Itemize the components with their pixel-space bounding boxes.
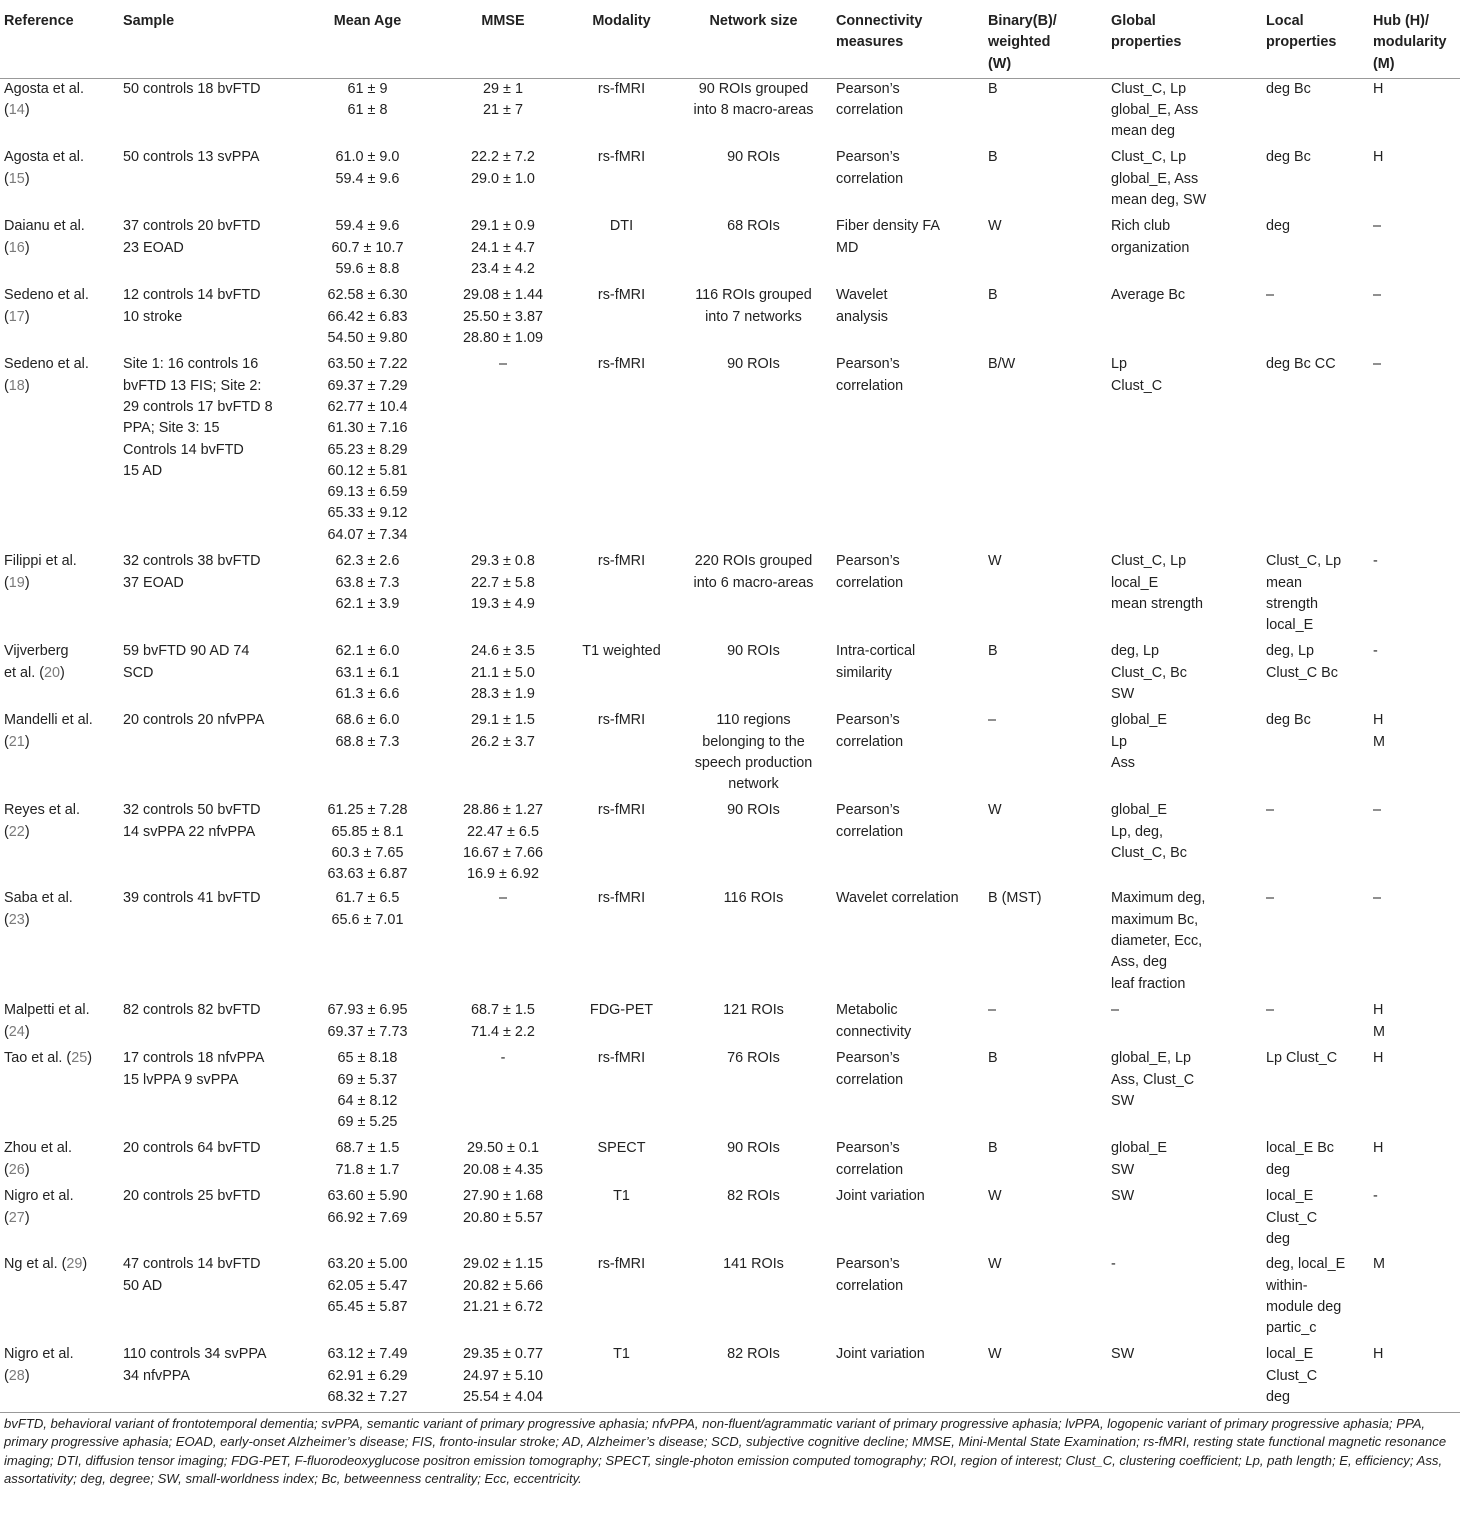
cell-mean-age: 67.93 ± 6.95 69.37 ± 7.73 (327, 1002, 408, 1040)
cell-sample: 50 controls 13 svPPA (123, 149, 260, 166)
table-row (0, 1138, 1460, 1186)
cell-mmse: 29.50 ± 0.1 20.08 ± 4.35 (463, 1140, 543, 1178)
cell-sample: 37 controls 20 bvFTD 23 EOAD (123, 218, 261, 256)
cell-modality: rs-fMRI (597, 287, 646, 304)
cell-connectivity: Pearson’s correlation (836, 80, 904, 119)
table-row (0, 641, 1460, 710)
cell-binary-weighted: B/W (988, 356, 1016, 373)
cell-connectivity: Pearson’s correlation (836, 802, 904, 840)
cell-reference (0, 800, 119, 888)
reference-text: Malpetti et al. ( (4, 1002, 90, 1040)
cell-modality: rs-fMRI (597, 356, 646, 373)
reference-link[interactable]: 24 (8, 1023, 25, 1040)
cell-global: deg, Lp Clust_C, Bc SW (1111, 643, 1187, 702)
cell-sample: 32 controls 38 bvFTD 37 EOAD (123, 553, 261, 591)
cell-modality: rs-fMRI (597, 80, 646, 97)
cell-mean-age: 61 ± 9 61 ± 8 (347, 80, 388, 119)
table-row (0, 216, 1460, 285)
cell-binary-weighted: – (988, 712, 997, 729)
reference-text: Agosta et al. ( (4, 149, 84, 187)
reference-paren: ) (24, 574, 30, 591)
cell-hub: H (1373, 1140, 1384, 1157)
cell-global: Maximum deg, maximum Bc, diameter, Ecc, Ass, deg leaf fraction (1111, 890, 1206, 992)
table-row (0, 78, 1460, 147)
cell-sample: Site 1: 16 controls 16 bvFTD 13 FIS; Site 2: 29 controls 17 bvFTD 8 PPA; Site 3: 15 Controls 14 bvFTD 15 AD (123, 356, 273, 479)
cell-hub: H M (1373, 712, 1385, 750)
cell-mmse: 24.6 ± 3.5 21.1 ± 5.0 28.3 ± 1.9 (471, 643, 535, 702)
reference-link[interactable]: 17 (8, 308, 25, 325)
cell-connectivity: Joint variation (836, 1346, 925, 1363)
cell-network-size: 90 ROIs grouped into 8 macro-areas (693, 80, 814, 119)
reference-link[interactable]: 19 (8, 574, 25, 591)
reference-text: Saba et al. ( (4, 890, 73, 928)
header-mean-age: Mean Age (333, 13, 402, 29)
cell-global: Lp Clust_C (1111, 356, 1163, 394)
reference-text: Vijverberg et al. ( (4, 643, 69, 681)
cell-global: Rich club organization (1111, 218, 1190, 256)
cell-sample: 50 controls 18 bvFTD (123, 80, 261, 97)
cell-modality: rs-fMRI (597, 712, 646, 729)
cell-mmse: 29.08 ± 1.44 25.50 ± 3.87 28.80 ± 1.09 (463, 287, 543, 346)
cell-modality: T1 weighted (582, 643, 661, 660)
reference-text: Sedeno et al. ( (4, 287, 89, 325)
cell-hub: – (1373, 890, 1382, 907)
cell-binary-weighted: B (988, 1050, 998, 1067)
reference-link[interactable]: 21 (8, 733, 25, 750)
reference-text: Tao et al. ( (4, 1050, 72, 1067)
cell-reference (0, 1186, 119, 1254)
cell-modality: SPECT (597, 1140, 646, 1157)
footnote: bvFTD, behavioral variant of frontotemporal dementia; svPPA, semantic variant of primary progressive aphasia; nfvPPA, non-fluent/agrammatic variant of primary progressive aphasia; lvPPA, logopenic variant of primary progressive aphasia; PPA, primary progressive aphasia; EOAD, early-onset Alzheimer’s disease; FIS, fronto-insular stroke; AD, Alzheimer’s disease; SCD, subjective cognitive decline; MMSE, Mini-Mental State Examination; rs-fMRI, resting state functional magnetic resonance imaging; DTI, diffusion tensor imaging; FDG-PET, F-fluorodeoxyglucose positron emission tomography; SPECT, single-photon emission computed tomography; ROI, region of interest; Clust_C, clustering coefficient; Lp, path length; E, efficiency; Ass, assortativity; deg, degree; SW, small-worldness index; Bc, betweenness centrality; Ecc, eccentricity. (4, 1415, 1447, 1487)
reference-text: Zhou et al. ( (4, 1140, 72, 1178)
header-sample: Sample (123, 13, 175, 29)
cell-local: – (1266, 890, 1275, 907)
cell-mean-age: 59.4 ± 9.6 60.7 ± 10.7 59.6 ± 8.8 (331, 218, 404, 277)
cell-mmse: 27.90 ± 1.68 20.80 ± 5.57 (463, 1188, 543, 1226)
table-row (0, 1000, 1460, 1048)
reference-link[interactable]: 14 (8, 102, 25, 119)
reference-link[interactable]: 23 (8, 911, 25, 928)
cell-mean-age: 68.6 ± 6.0 68.8 ± 7.3 (335, 712, 400, 750)
cell-hub: - (1373, 1188, 1378, 1205)
reference-paren: ) (24, 1023, 30, 1040)
cell-local: – (1266, 1002, 1275, 1019)
cell-connectivity: Pearson’s correlation (836, 1050, 904, 1088)
reference-text: Nigro et al. ( (4, 1346, 74, 1384)
cell-hub: – (1373, 356, 1382, 373)
cell-hub: - (1373, 553, 1378, 570)
table-row (0, 710, 1460, 800)
cell-binary-weighted: B (988, 149, 998, 166)
cell-global: global_E Lp, deg, Clust_C, Bc (1111, 802, 1187, 861)
cell-reference (0, 1000, 119, 1048)
reference-link[interactable]: 27 (8, 1209, 25, 1226)
cell-connectivity: Metabolic connectivity (836, 1002, 912, 1040)
cell-local: local_E Clust_C deg (1266, 1346, 1318, 1405)
cell-sample: 20 controls 20 nfvPPA (123, 712, 265, 729)
cell-network-size: 90 ROIs (727, 356, 780, 373)
cell-reference (0, 1138, 119, 1186)
reference-link[interactable]: 29 (66, 1256, 83, 1273)
reference-paren: ) (24, 377, 30, 394)
cell-global: SW (1111, 1188, 1135, 1205)
cell-reference (0, 78, 119, 147)
cell-mean-age: 62.1 ± 6.0 63.1 ± 6.1 61.3 ± 6.6 (335, 643, 400, 702)
cell-global: Clust_C, Lp local_E mean strength (1111, 553, 1203, 612)
reference-paren: ) (24, 1161, 30, 1178)
cell-connectivity: Pearson’s correlation (836, 553, 904, 591)
cell-network-size: 90 ROIs (727, 1140, 780, 1157)
cell-global: global_E, Lp Ass, Clust_C SW (1111, 1050, 1195, 1109)
cell-network-size: 82 ROIs (727, 1346, 780, 1363)
reference-paren: ) (24, 823, 30, 840)
header-network-size: Network size (709, 13, 798, 29)
cell-network-size: 110 regions belonging to the speech production network (694, 712, 813, 793)
reference-text: Agosta et al. ( (4, 80, 84, 119)
table-row (0, 551, 1460, 641)
header-binary-weighted: Binary(B)/ weighted (W) (988, 13, 1057, 72)
cell-mmse: – (498, 890, 507, 907)
cell-reference (0, 641, 119, 710)
cell-local: deg Bc (1266, 80, 1311, 97)
reference-paren: ) (82, 1256, 88, 1273)
cell-connectivity: Pearson’s correlation (836, 356, 904, 394)
cell-connectivity: Fiber density FA MD (836, 218, 940, 256)
cell-binary-weighted: B (988, 1140, 998, 1157)
header-connectivity: Connectivity measures (836, 13, 923, 51)
reference-text: Reyes et al. ( (4, 802, 80, 840)
reference-link[interactable]: 28 (8, 1367, 25, 1384)
cell-network-size: 90 ROIs (727, 802, 780, 819)
cell-hub: – (1373, 218, 1382, 235)
cell-network-size: 90 ROIs (727, 149, 780, 166)
cell-sample: 110 controls 34 svPPA 34 nfvPPA (123, 1346, 267, 1384)
reference-text: Ng et al. ( (4, 1256, 67, 1273)
cell-mean-age: 62.58 ± 6.30 66.42 ± 6.83 54.50 ± 9.80 (327, 287, 408, 346)
reference-paren: ) (24, 102, 30, 119)
cell-mmse: – (498, 356, 507, 373)
reference-link[interactable]: 16 (8, 239, 25, 256)
header-reference: Reference (4, 13, 74, 29)
cell-binary-weighted: W (988, 218, 1002, 235)
cell-connectivity: Joint variation (836, 1188, 925, 1205)
cell-sample: 20 controls 64 bvFTD (123, 1140, 261, 1157)
cell-reference (0, 1254, 119, 1344)
cell-mmse: 29.3 ± 0.8 22.7 ± 5.8 19.3 ± 4.9 (471, 553, 535, 612)
cell-modality: T1 (613, 1188, 630, 1205)
cell-connectivity: Pearson’s correlation (836, 1256, 904, 1294)
reference-link[interactable]: 18 (8, 377, 25, 394)
reference-text: Daianu et al. ( (4, 218, 85, 256)
cell-reference (0, 216, 119, 285)
reference-link[interactable]: 15 (8, 170, 25, 187)
cell-binary-weighted: – (988, 1002, 997, 1019)
reference-paren: ) (24, 911, 30, 928)
cell-global: – (1111, 1002, 1120, 1019)
cell-binary-weighted: B (988, 643, 998, 660)
cell-global: Clust_C, Lp global_E, Ass mean deg, SW (1111, 149, 1207, 208)
table-body (0, 78, 1460, 1412)
reference-text: Filippi et al. ( (4, 553, 77, 591)
table-row (0, 147, 1460, 216)
cell-mmse: 29.1 ± 1.5 26.2 ± 3.7 (471, 712, 535, 750)
cell-global: global_E SW (1111, 1140, 1168, 1178)
cell-binary-weighted: B (MST) (988, 890, 1042, 907)
cell-network-size: 141 ROIs (723, 1256, 784, 1273)
cell-binary-weighted: W (988, 1256, 1002, 1273)
cell-binary-weighted: W (988, 553, 1002, 570)
cell-global: Average Bc (1111, 287, 1186, 304)
cell-local: deg (1266, 218, 1291, 235)
reference-text: Nigro et al. ( (4, 1188, 74, 1226)
cell-connectivity: Wavelet correlation (836, 890, 959, 907)
cell-global: global_E Lp Ass (1111, 712, 1168, 771)
cell-mean-age: 61.25 ± 7.28 65.85 ± 8.1 60.3 ± 7.65 63.63 ± 6.87 (327, 802, 408, 883)
reference-link[interactable]: 25 (71, 1050, 88, 1067)
cell-modality: rs-fMRI (597, 1256, 646, 1273)
reference-paren: ) (24, 239, 30, 256)
cell-network-size: 116 ROIs grouped into 7 networks (695, 287, 812, 325)
cell-reference (0, 1048, 119, 1138)
cell-connectivity: Pearson’s correlation (836, 149, 904, 187)
header-mmse: MMSE (481, 13, 525, 29)
cell-reference (0, 710, 119, 800)
header-global: Global properties (1111, 13, 1182, 51)
cell-sample: 59 bvFTD 90 AD 74 SCD (123, 643, 250, 681)
cell-sample: 39 controls 41 bvFTD (123, 890, 261, 907)
cell-connectivity: Pearson’s correlation (836, 712, 904, 750)
cell-local: deg Bc CC (1266, 356, 1336, 373)
cell-sample: 17 controls 18 nfvPPA 15 lvPPA 9 svPPA (123, 1050, 265, 1088)
cell-hub: – (1373, 287, 1382, 304)
reference-paren: ) (24, 308, 30, 325)
cell-binary-weighted: B (988, 287, 998, 304)
cell-sample: 12 controls 14 bvFTD 10 stroke (123, 287, 261, 325)
header-modality: Modality (592, 13, 651, 29)
cell-hub: – (1373, 802, 1382, 819)
cell-connectivity: Wavelet analysis (836, 287, 888, 325)
cell-local: Clust_C, Lp mean strength local_E (1266, 553, 1342, 634)
cell-network-size: 82 ROIs (727, 1188, 780, 1205)
reference-link[interactable]: 20 (44, 664, 61, 681)
cell-global: - (1111, 1256, 1116, 1273)
cell-mmse: 29.1 ± 0.9 24.1 ± 4.7 23.4 ± 4.2 (471, 218, 535, 277)
reference-link[interactable]: 26 (8, 1161, 25, 1178)
cell-modality: rs-fMRI (597, 1050, 646, 1067)
cell-local: local_E Clust_C deg (1266, 1188, 1318, 1247)
reference-paren: ) (24, 1367, 30, 1384)
cell-hub: H (1373, 80, 1384, 97)
reference-paren: ) (24, 170, 30, 187)
cell-mean-age: 61.7 ± 6.5 65.6 ± 7.01 (331, 890, 404, 928)
table-row (0, 800, 1460, 888)
cell-binary-weighted: B (988, 80, 998, 97)
cell-mean-age: 63.12 ± 7.49 62.91 ± 6.29 68.32 ± 7.27 (327, 1346, 408, 1405)
cell-network-size: 68 ROIs (727, 218, 780, 235)
cell-network-size: 220 ROIs grouped into 6 macro-areas (693, 553, 814, 591)
cell-mmse: 29.35 ± 0.77 24.97 ± 5.10 25.54 ± 4.04 (463, 1346, 543, 1405)
cell-local: local_E Bc deg (1266, 1140, 1334, 1178)
reference-paren: ) (87, 1050, 93, 1067)
cell-sample: 32 controls 50 bvFTD 14 svPPA 22 nfvPPA (123, 802, 261, 840)
cell-reference (0, 147, 119, 216)
cell-mean-age: 63.20 ± 5.00 62.05 ± 5.47 65.45 ± 5.87 (327, 1256, 408, 1315)
cell-reference (0, 1344, 119, 1412)
header-row (0, 0, 1460, 78)
cell-sample: 47 controls 14 bvFTD 50 AD (123, 1256, 261, 1294)
cell-modality: DTI (609, 218, 634, 235)
cell-connectivity: Pearson’s correlation (836, 1140, 904, 1178)
cell-local: deg, local_E within- module deg partic_c (1266, 1256, 1346, 1337)
cell-binary-weighted: W (988, 1188, 1002, 1205)
cell-reference (0, 888, 119, 1000)
reference-paren: ) (60, 664, 65, 681)
cell-mean-age: 61.0 ± 9.0 59.4 ± 9.6 (335, 149, 400, 187)
cell-hub: H (1373, 1050, 1384, 1067)
cell-hub: M (1373, 1256, 1385, 1273)
cell-modality: rs-fMRI (597, 890, 646, 907)
cell-local: deg Bc (1266, 149, 1311, 166)
header-hub: Hub (H)/ modularity (M) (1373, 13, 1447, 72)
cell-mean-age: 63.60 ± 5.90 66.92 ± 7.69 (327, 1188, 408, 1226)
reference-paren: ) (24, 1209, 30, 1226)
cell-local: – (1266, 287, 1275, 304)
cell-local: deg, Lp Clust_C Bc (1266, 643, 1338, 681)
cell-reference (0, 551, 119, 641)
cell-mmse: - (500, 1050, 506, 1067)
cell-sample: 20 controls 25 bvFTD (123, 1188, 261, 1205)
table-row (0, 1186, 1460, 1254)
cell-mean-age: 65 ± 8.18 69 ± 5.37 64 ± 8.12 69 ± 5.25 (337, 1050, 398, 1131)
cell-modality: rs-fMRI (597, 553, 646, 570)
cell-hub: H M (1373, 1002, 1385, 1040)
cell-hub: H (1373, 149, 1384, 166)
reference-text: Sedeno et al. ( (4, 356, 89, 394)
cell-hub: H (1373, 1346, 1384, 1363)
cell-network-size: 116 ROIs (723, 890, 784, 907)
cell-network-size: 90 ROIs (727, 643, 780, 660)
cell-modality: rs-fMRI (597, 149, 646, 166)
cell-modality: T1 (613, 1346, 630, 1363)
cell-network-size: 76 ROIs (727, 1050, 780, 1067)
cell-mean-age: 68.7 ± 1.5 71.8 ± 1.7 (335, 1140, 400, 1178)
cell-mmse: 28.86 ± 1.27 22.47 ± 6.5 16.67 ± 7.66 16.9 ± 6.92 (463, 802, 543, 883)
cell-mean-age: 63.50 ± 7.22 69.37 ± 7.29 62.77 ± 10.4 61.30 ± 7.16 65.23 ± 8.29 60.12 ± 5.81 69.13 ± 6.59 65.33 ± 9.12 64.07 ± 7.34 (327, 356, 408, 543)
cell-local: – (1266, 802, 1275, 819)
reference-link[interactable]: 22 (8, 823, 25, 840)
cell-connectivity: Intra-cortical similarity (836, 643, 916, 681)
cell-mmse: 29 ± 1 21 ± 7 (483, 80, 523, 119)
reference-text: Mandelli et al. ( (4, 712, 93, 750)
header-local: Local properties (1266, 13, 1337, 51)
cell-local: deg Bc (1266, 712, 1311, 729)
cell-sample: 82 controls 82 bvFTD (123, 1002, 261, 1019)
table-row (0, 285, 1460, 354)
cell-global: Clust_C, Lp global_E, Ass mean deg (1111, 80, 1199, 140)
table-row (0, 1254, 1460, 1344)
cell-reference (0, 354, 119, 551)
cell-binary-weighted: W (988, 1346, 1002, 1363)
table-row (0, 354, 1460, 551)
cell-binary-weighted: W (988, 802, 1002, 819)
table-row (0, 1344, 1460, 1412)
cell-modality: FDG-PET (589, 1002, 654, 1019)
reference-paren: ) (24, 733, 30, 750)
cell-mean-age: 62.3 ± 2.6 63.8 ± 7.3 62.1 ± 3.9 (335, 553, 400, 612)
cell-local: Lp Clust_C (1266, 1050, 1338, 1067)
cell-mmse: 68.7 ± 1.5 71.4 ± 2.2 (471, 1002, 535, 1040)
cell-mmse: 22.2 ± 7.2 29.0 ± 1.0 (471, 149, 535, 187)
cell-modality: rs-fMRI (597, 802, 646, 819)
cell-hub: - (1373, 643, 1378, 660)
cell-network-size: 121 ROIs (723, 1002, 784, 1019)
cell-reference (0, 285, 119, 354)
cell-mmse: 29.02 ± 1.15 20.82 ± 5.66 21.21 ± 6.72 (463, 1256, 543, 1315)
cell-global: SW (1111, 1346, 1135, 1363)
table-row (0, 888, 1460, 1000)
table-row (0, 1048, 1460, 1138)
